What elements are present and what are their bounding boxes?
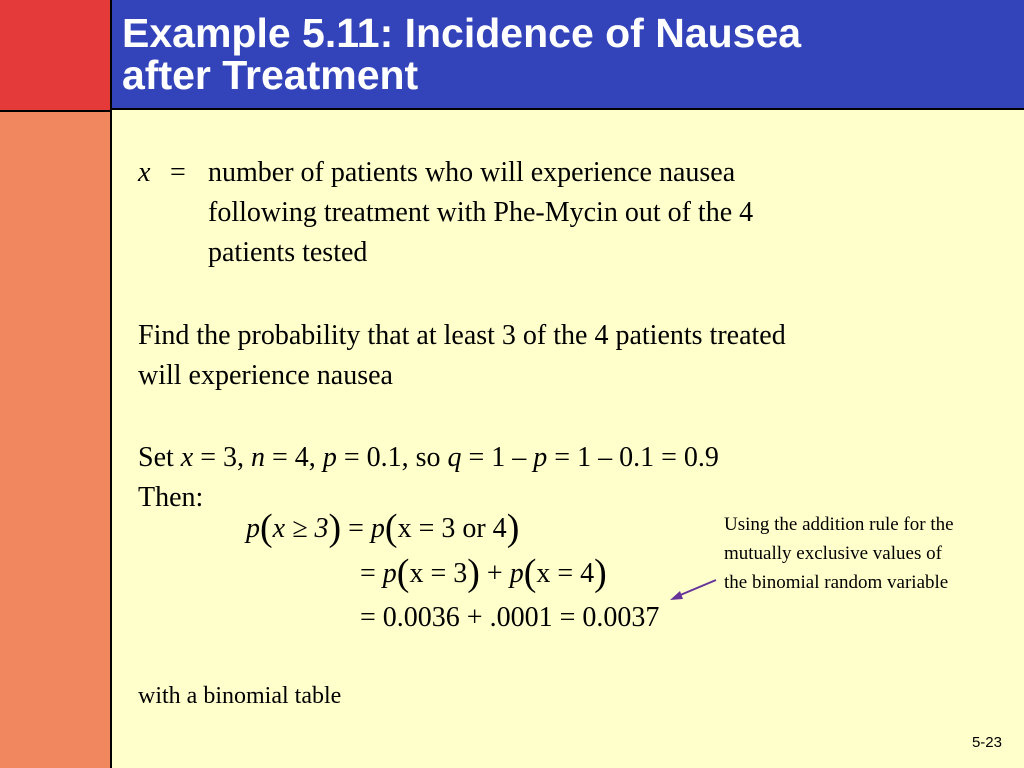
corner-block	[0, 0, 112, 112]
arrow-icon	[660, 570, 730, 610]
addition-rule-note: Using the addition rule for the mutually exclusive values of the binomial random variable	[724, 514, 954, 593]
equation-line-3: = 0.0036 + .0001 = 0.0037	[360, 602, 660, 633]
definition-equals: =	[170, 157, 186, 188]
set-x: x	[180, 442, 194, 473]
question-text: Find the probability that at least 3 of the 4 patients treated will experience nausea	[138, 320, 786, 391]
definition-text: number of patients who will experience nausea following treatment with Phe-Mycin out of the 4 patients tested	[208, 157, 754, 268]
set-n-val: = 4,	[265, 442, 323, 473]
set-tail: = 1 – 0.1 = 0.9	[547, 442, 719, 473]
equation-line-2: = p(x = 3) + p(x = 4)	[360, 552, 607, 594]
then-label: Then:	[138, 482, 204, 513]
eq1-equals: =	[341, 513, 371, 544]
eq1-lhs-inner: x ≥ 3	[272, 513, 329, 544]
set-q: q	[447, 442, 462, 473]
eq2-inner2: x = 4	[536, 558, 595, 589]
binomial-table-note: with a binomial table	[138, 683, 342, 709]
eq2-plus: +	[479, 558, 510, 589]
set-p2: p	[533, 442, 548, 473]
set-q-mid: = 1 –	[461, 442, 534, 473]
eq2-equals: =	[360, 558, 383, 589]
page-number: 5-23	[971, 734, 1002, 751]
eq2-p2: p	[509, 558, 524, 589]
set-prefix: Set	[138, 442, 181, 473]
set-p: p	[322, 442, 337, 473]
left-accent-strip	[0, 112, 112, 768]
definition-variable: x	[138, 157, 151, 188]
set-p-val: = 0.1, so	[336, 442, 448, 473]
eq1-rhs-inner: x = 3 or 4	[397, 513, 507, 544]
eq1-rhs-p: p	[370, 513, 385, 544]
equation-line-1: p(x ≥ 3) = p(x = 3 or 4)	[246, 507, 520, 549]
eq1-lhs-p: p	[246, 513, 260, 544]
set-n: n	[251, 442, 266, 473]
eq2-p1: p	[382, 558, 397, 589]
slide-title: Example 5.11: Incidence of Nausea after Treatment	[122, 10, 802, 98]
eq2-inner1: x = 3	[409, 558, 468, 589]
set-x-val: = 3,	[193, 442, 252, 473]
set-values-line	[138, 438, 719, 478]
title-bar	[112, 0, 1024, 110]
